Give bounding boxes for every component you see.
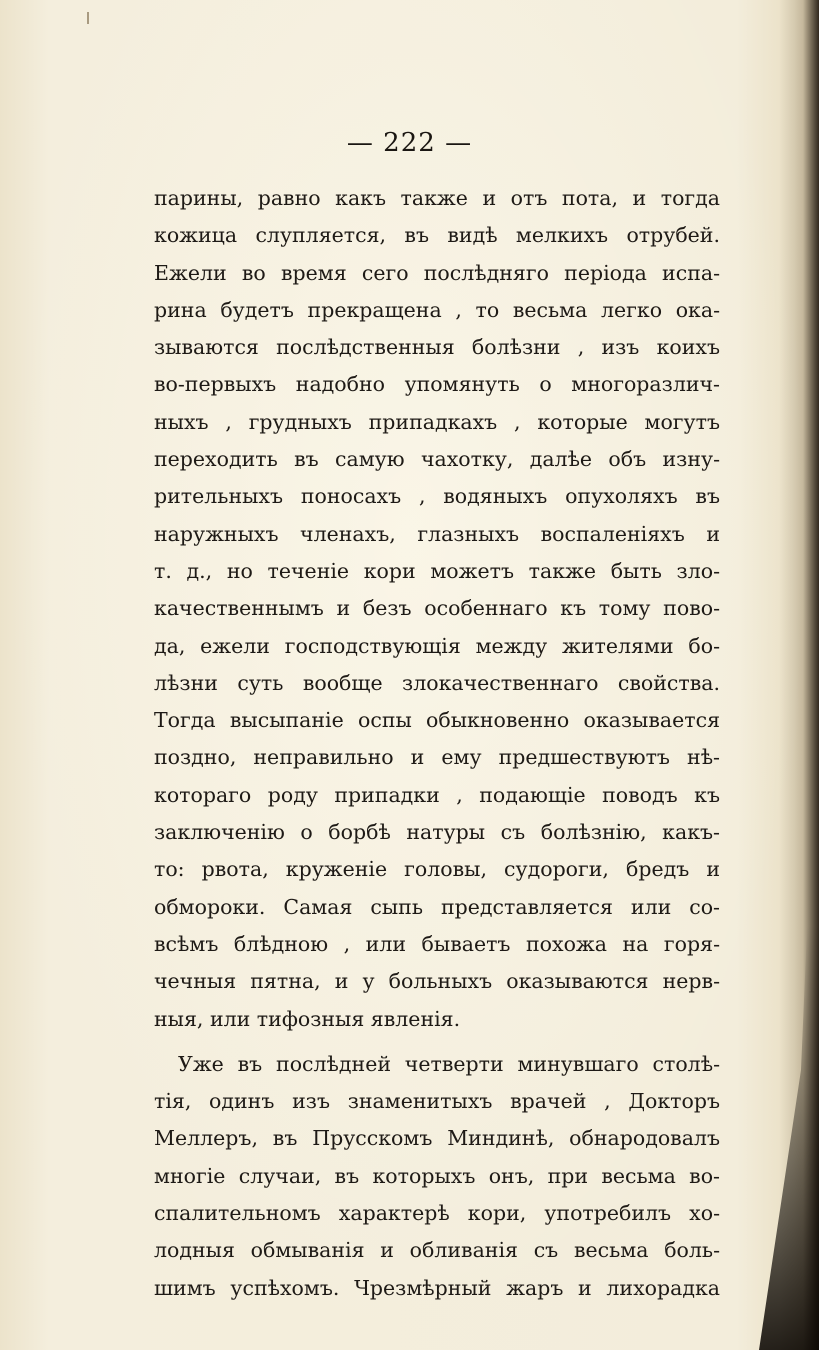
text-line: то: рвота, круженіе головы, судороги, бредъ и [154, 857, 720, 882]
text-line: да, ежели господствующія между жителями бо- [154, 633, 720, 658]
text-line: Ежели во время сего послѣдняго періода испа- [154, 260, 720, 285]
text-line: всѣмъ блѣдною , или бываетъ похожа на горя- [154, 931, 720, 956]
text-line: заключенію о борбѣ натуры съ болѣзнію, какъ- [154, 820, 720, 845]
text-line: спалительномъ характерѣ кори, употребилъ хо- [154, 1201, 720, 1226]
text-line: шимъ успѣхомъ. Чрезмѣрный жаръ и лихорадка [154, 1275, 720, 1300]
text-line: рина будетъ прекращена , то весьма легко ока- [154, 297, 720, 322]
body-text [154, 180, 720, 1307]
text-line: качественнымъ и безъ особеннаго къ тому пово- [154, 596, 720, 621]
text-line: Уже въ послѣдней четверти минувшаго столѣ- [178, 1051, 720, 1076]
text-line: тія, одинъ изъ знаменитыхъ врачей , Докторъ [154, 1089, 720, 1114]
text-line: ныхъ , грудныхъ припадкахъ , которые могутъ [154, 409, 720, 434]
text-line: зываются послѣдственныя болѣзни , изъ коихъ [154, 335, 720, 360]
paragraph-gap [154, 1038, 720, 1046]
page-edge-mark [87, 12, 89, 24]
text-line: Меллеръ, въ Прусскомъ Миндинѣ, обнародовалъ [154, 1126, 720, 1151]
text-line: переходить въ самую чахотку, далѣе объ изну- [154, 447, 720, 472]
text-line: рительныхъ поносахъ , водяныхъ опухоляхъ въ [154, 484, 720, 509]
text-line: лѣзни суть вообще злокачественнаго свойства. [154, 670, 720, 695]
text-line: Тогда высыпаніе оспы обыкновенно оказывается [154, 708, 720, 733]
text-line: во-первыхъ надобно упомянуть о многоразлич- [154, 372, 720, 397]
text-line: парины, равно какъ также и отъ пота, и тогда [154, 186, 720, 210]
text-line: наружныхъ членахъ, глазныхъ воспаленіяхъ и [154, 521, 720, 546]
text-line: чечныя пятна, и у больныхъ оказываются нерв- [154, 969, 720, 994]
text-line: многіе случаи, въ которыхъ онъ, при весьма во- [154, 1163, 720, 1188]
page-number: — 222 — [346, 128, 473, 158]
text-line: обмороки. Самая сыпь представляется или со- [154, 894, 720, 919]
text-line: кожица слупляется, въ видѣ мелкихъ отрубей. [154, 223, 720, 248]
text-line: котораго роду припадки , подающіе поводъ къ [154, 782, 720, 807]
text-line: лодныя обмыванія и обливанія съ весьма боль- [154, 1238, 720, 1263]
text-line: ныя, или тифозныя явленія. [154, 1006, 461, 1031]
text-line: поздно, неправильно и ему предшествуютъ нѣ- [154, 745, 720, 770]
text-line: т. д., но теченіе кори можетъ также быть зло- [154, 558, 720, 583]
